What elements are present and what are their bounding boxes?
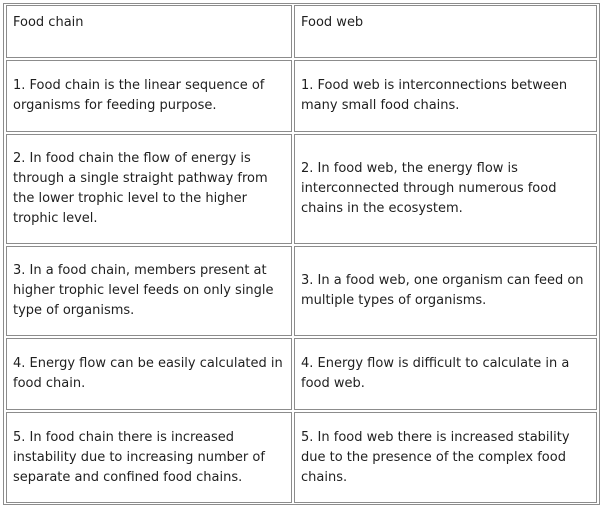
table-cell-food-web bbox=[294, 60, 597, 132]
comparison-table bbox=[3, 3, 600, 505]
header-food-chain bbox=[6, 5, 292, 58]
cell-text: 5. In food web there is increased stability due to the presence of the complex food chains. bbox=[301, 429, 570, 485]
cell-text: 5. In food chain there is increased instability due to increasing number of separate and confined food chains. bbox=[13, 429, 265, 485]
cell-text: 2. In food web, the energy flow is interconnected through numerous food chains in the ecosystem. bbox=[301, 161, 557, 216]
cell-text: 2. In food chain the flow of energy is through a single straight pathway from the lower trophic level to the higher trophic level. bbox=[13, 151, 268, 226]
cell-text: 3. In a food chain, members present at higher trophic level feeds on only single type of organisms. bbox=[13, 263, 274, 318]
table-cell-food-chain bbox=[6, 60, 292, 132]
table-cell-food-web bbox=[294, 134, 597, 244]
cell-text: 1. Food web is interconnections between many small food chains. bbox=[301, 78, 568, 113]
cell-text: 1. Food chain is the linear sequence of organisms for feeding purpose. bbox=[13, 78, 265, 113]
header-food-web bbox=[294, 5, 597, 58]
table-cell-food-web bbox=[294, 338, 597, 410]
table-cell-food-chain bbox=[6, 412, 292, 503]
table-cell-food-chain bbox=[6, 134, 292, 244]
cell-text: 4. Energy flow can be easily calculated in food chain. bbox=[13, 356, 283, 391]
table-cell-food-chain bbox=[6, 246, 292, 336]
header-label: Food chain bbox=[13, 15, 84, 30]
table-cell-food-web bbox=[294, 246, 597, 336]
table-cell-food-web bbox=[294, 412, 597, 503]
cell-text: 4. Energy flow is difficult to calculate in a food web. bbox=[301, 356, 570, 391]
table-cell-food-chain bbox=[6, 338, 292, 410]
header-label: Food web bbox=[301, 15, 364, 30]
cell-text: 3. In a food web, one organism can feed on multiple types of organisms. bbox=[301, 273, 584, 308]
